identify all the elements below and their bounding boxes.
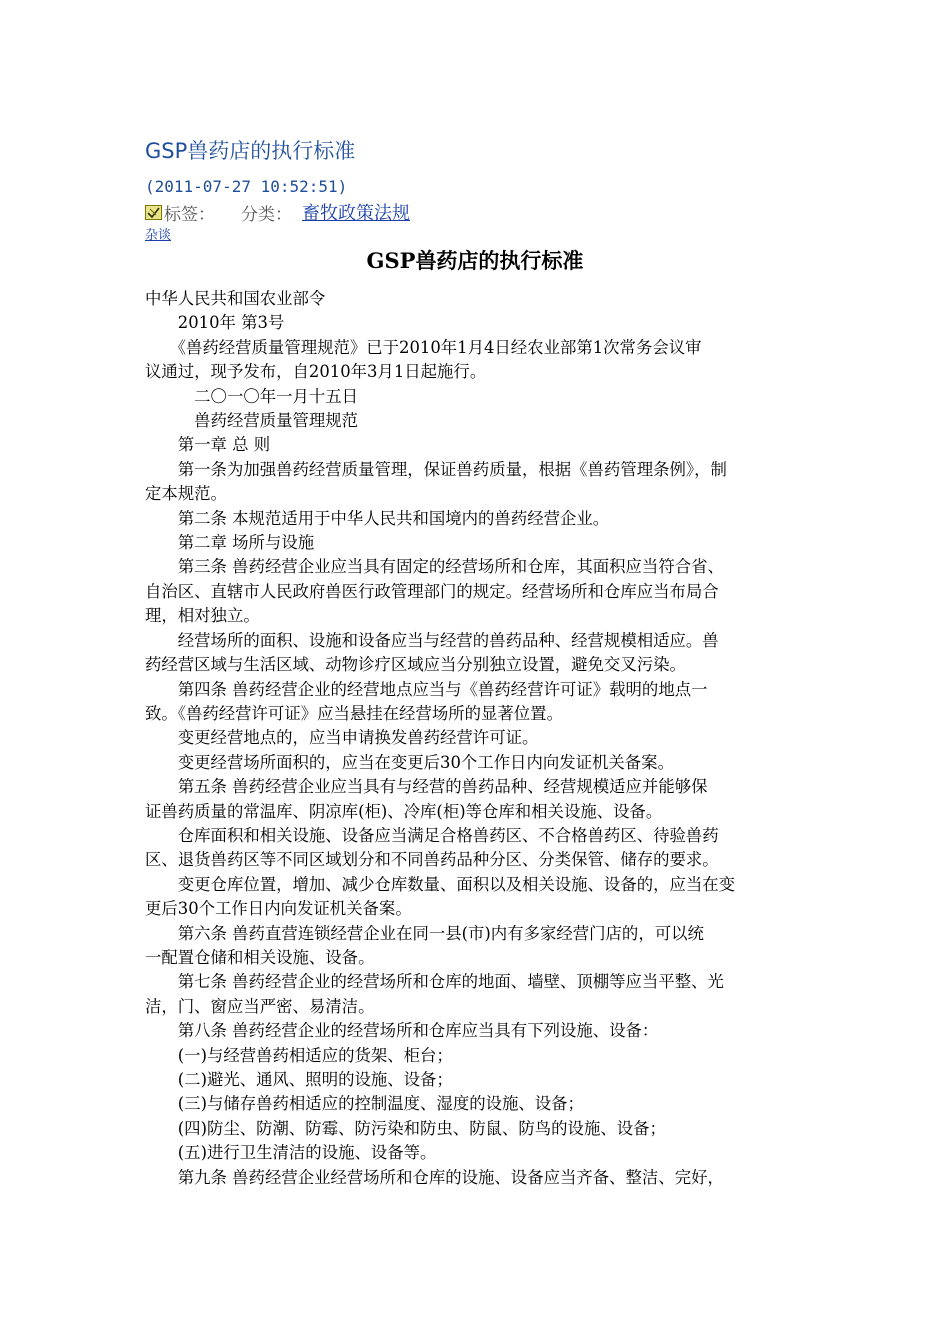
text-line: 中华人民共和国农业部令 — [145, 289, 326, 308]
tag-icon — [145, 205, 162, 220]
text-line: 第四条 兽药经营企业的经营地点应当与《兽药经营许可证》载明的地点一 — [145, 679, 708, 699]
misc-link[interactable]: 杂谈 — [145, 228, 172, 243]
text-line: (三)与储存兽药相适应的控制温度、湿度的设施、设备； — [145, 1094, 584, 1114]
text-line: (一)与经营兽药相适应的货架、柜台； — [145, 1045, 453, 1065]
text-line: 致。《兽药经营许可证》应当悬挂在经营场所的显著位置。 — [145, 703, 563, 723]
text-line: 第一章 总 则 — [145, 435, 271, 455]
text-line: 《兽药经营质量管理规范》已于2010年1月4日经农业部第1次常务会议审 — [145, 337, 702, 357]
text-line: 第六条 兽药直营连锁经营企业在同一县(市)内有多家经营门店的，可以统 — [145, 923, 704, 943]
tag-label: 标签： — [164, 204, 215, 225]
text-line: 理，相对独立。 — [145, 606, 260, 626]
document-body — [145, 287, 813, 1190]
text-line: 第八条 兽药经营企业的经营场所和仓库应当具有下列设施、设备： — [145, 1021, 659, 1041]
text-line: 证兽药质量的常温库、阴凉库(柜)、冷库(柜)等仓库和相关设施、设备。 — [145, 801, 663, 821]
post-date: (2011-07-27 10:52:51) — [145, 177, 348, 196]
text-line: 二〇一〇年一月十五日 — [145, 386, 359, 406]
category-link[interactable]: 畜牧政策法规 — [302, 203, 410, 224]
text-line: 2010年 第3号 — [145, 313, 285, 333]
category-label: 分类： — [241, 204, 292, 225]
text-line: 第九条 兽药经营企业经营场所和仓库的设施、设备应当齐备、整洁、完好， — [145, 1167, 724, 1187]
text-line: 药经营区域与生活区域、动物诊疗区域应当分别独立设置，避免交叉污染。 — [145, 655, 686, 675]
text-line: 变更仓库位置，增加、减少仓库数量、面积以及相关设施、设备的，应当在变 — [145, 874, 736, 894]
text-line: 第一条为加强兽药经营质量管理，保证兽药质量，根据《兽药管理条例》，制 — [145, 459, 727, 479]
text-line: 第三条 兽药经营企业应当具有固定的经营场所和仓库，其面积应当符合省、 — [145, 557, 724, 577]
text-line: 第二条 本规范适用于中华人民共和国境内的兽药经营企业。 — [145, 508, 610, 528]
text-line: 区、退货兽药区等不同区域划分和不同兽药品种分区、分类保管、储存的要求。 — [145, 850, 719, 870]
text-line: 变更经营场所面积的，应当在变更后30个工作日内向发证机关备案。 — [145, 752, 674, 772]
text-line: 一配置仓储和相关设施、设备。 — [145, 947, 375, 967]
text-line: 仓库面积和相关设施、设备应当满足合格兽药区、不合格兽药区、待验兽药 — [145, 825, 719, 845]
post-meta — [145, 199, 410, 225]
text-line: 兽药经营质量管理规范 — [145, 411, 359, 431]
text-line: 议通过，现予发布，自2010年3月1日起施行。 — [145, 362, 487, 382]
text-line: (五)进行卫生清洁的设施、设备等。 — [145, 1143, 437, 1163]
text-line: 经营场所的面积、设施和设备应当与经营的兽药品种、经营规模相适应。兽 — [145, 630, 719, 650]
text-line: 第五条 兽药经营企业应当具有与经营的兽药品种、经营规模适应并能够保 — [145, 777, 708, 797]
blog-title: GSP兽药店的执行标准 — [145, 139, 356, 163]
text-line: 自治区、直辖市人民政府兽医行政管理部门的规定。经营场所和仓库应当布局合 — [145, 581, 719, 601]
text-line: 第二章 场所与设施 — [145, 533, 315, 553]
text-line: 更后30个工作日内向发证机关备案。 — [145, 899, 412, 919]
text-line: 洁，门、窗应当严密、易清洁。 — [145, 996, 375, 1016]
text-line: (四)防尘、防潮、防霉、防污染和防虫、防鼠、防鸟的设施、设备； — [145, 1118, 666, 1138]
text-line: 定本规范。 — [145, 484, 227, 504]
text-line: (二)避光、通风、照明的设施、设备； — [145, 1070, 453, 1089]
text-line: 第七条 兽药经营企业的经营场所和仓库的地面、墙壁、顶棚等应当平整、光 — [145, 972, 724, 992]
document-heading: GSP兽药店的执行标准 — [366, 248, 584, 273]
text-line: 变更经营地点的，应当申请换发兽药经营许可证。 — [145, 728, 539, 748]
